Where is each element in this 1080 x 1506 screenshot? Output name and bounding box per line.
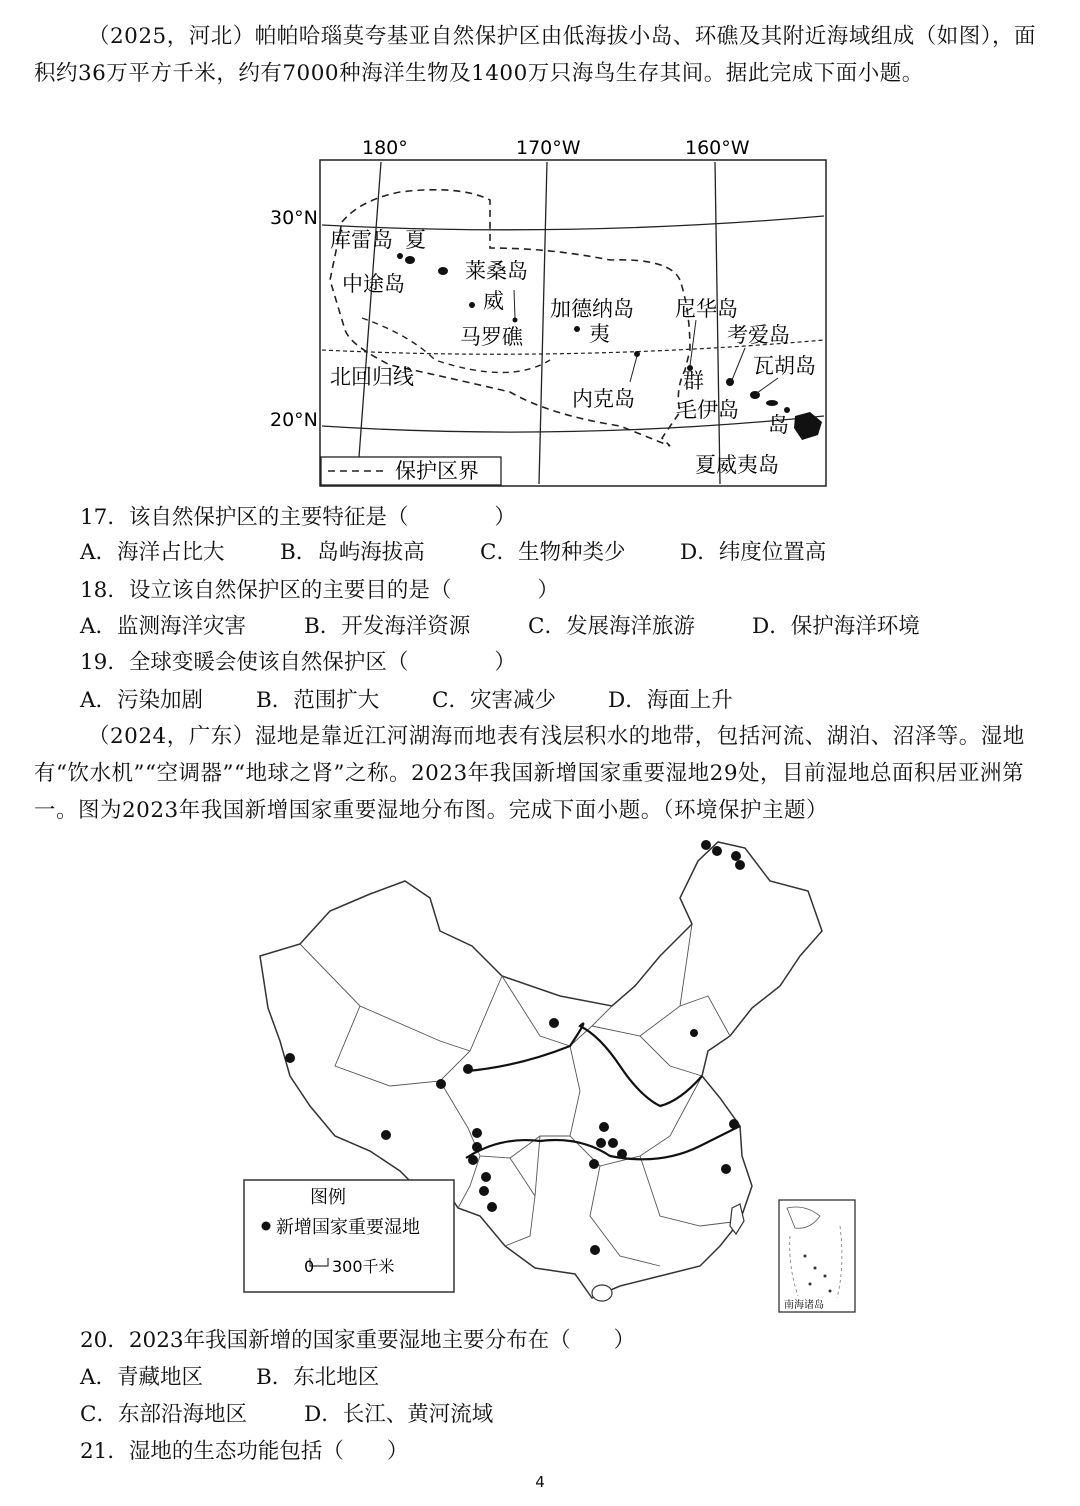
label-oahu: 瓦胡岛 [753,354,816,378]
label-hawaii: 夏威夷岛 [695,453,779,477]
question-17-options [80,538,826,568]
question-17: 17．该自然保护区的主要特征是（ ） [80,505,516,530]
legend-item: 新增国家重要湿地 [276,1217,420,1238]
scale-zero: 0 [304,1257,315,1276]
q17-option-b: B．岛屿海拔高 [280,540,425,565]
q18-option-c: C．发展海洋旅游 [528,614,695,639]
legend-dot [262,1222,271,1231]
legend-boundary: 保护区界 [395,459,479,483]
q20-option-c: C．东部沿海地区 [80,1402,247,1427]
gardner-dot [574,326,580,332]
lat-20n: 20°N [270,409,318,431]
q20-option-b: B．东北地区 [256,1365,380,1390]
question-18: 18．设立该自然保护区的主要目的是（ ） [80,578,559,603]
molokai-dot [766,400,778,406]
laysan-dot [469,302,475,308]
q18-option-a: A．监测海洋灾害 [80,614,247,639]
question-18-options [80,612,920,642]
lon-170w: 170°W [516,137,581,159]
scale-text: 300千米 [332,1257,395,1276]
lon-180: 180° [362,137,408,159]
label-midway: 中途岛 [342,272,405,296]
label-necker: 内克岛 [572,387,635,411]
kure-dot [397,253,403,259]
q20-option-a: A．青藏地区 [80,1365,204,1390]
q18-option-d: D．保护海洋环境 [752,614,920,639]
question-21: 21．湿地的生态功能包括（ ） [80,1439,409,1464]
q18-option-b: B．开发海洋资源 [304,614,471,639]
label-dao: 岛 [768,413,789,437]
passage-1: （2025，河北）帕帕哈瑙莫夸基亚自然保护区由低海拔小岛、环礁及其附近海域组成（如图），面积约36万平方千米，约有7000种海洋生物及1400万只海鸟生存其间。据此完成下面小题。 [34,24,1036,86]
label-kauai: 考爱岛 [727,323,790,347]
label-laysan: 莱桑岛 [465,259,528,283]
question-19-options [80,686,733,716]
maro-dot [513,318,518,323]
lat-30n: 30°N [270,207,318,229]
question-20: 20．2023年我国新增的国家重要湿地主要分布在（ ） [80,1328,636,1353]
label-xia: 夏 [405,228,426,252]
wetland-map [240,836,865,1316]
label-tropic: 北回归线 [330,365,414,389]
label-maro: 马罗礁 [460,325,523,349]
reserve-map [250,130,850,492]
q19-option-b: B．范围扩大 [256,688,380,713]
inset-label: 南海诸岛 [784,1300,824,1311]
question-20-options-row2 [80,1400,493,1430]
q20-option-d: D．长江、黄河流域 [304,1402,494,1427]
label-kure: 库雷岛 [330,228,393,252]
label-wei: 威 [483,289,504,313]
midway-dot [405,256,415,264]
legend-title: 图例 [310,1187,346,1208]
label-nihoa: 尼华岛 [675,297,738,321]
passage-2: （2024，广东）湿地是靠近江河湖海而地表有浅层积水的地带，包括河流、湖泊、沼泽等。湿地有“饮水机”“空调器”“地球之肾”之称。2023年我国新增国家重要湿地29处，目前湿地总面积居亚洲第一。图为2023年我国新增国家重要湿地分布图。完成下面小题。（环境保护主题） [34,724,1025,823]
q19-option-d: D．海面上升 [608,688,733,713]
q19-option-a: A．污染加剧 [80,688,204,713]
lon-160w: 160°W [685,137,750,159]
q17-option-c: C．生物种类少 [480,540,626,565]
label-qun: 群 [683,369,704,393]
label-maui: 毛伊岛 [676,398,739,422]
label-gardner: 加德纳岛 [550,297,634,321]
pearl-dot [438,267,448,275]
question-19: 19．全球变暖会使该自然保护区（ ） [80,650,516,675]
q17-option-d: D．纬度位置高 [680,540,827,565]
question-20-options-row1 [80,1363,379,1393]
q17-option-a: A．海洋占比大 [80,540,225,565]
q19-option-c: C．灾害减少 [432,688,556,713]
page-number: 4 [535,1473,545,1491]
label-yi: 夷 [589,322,610,346]
